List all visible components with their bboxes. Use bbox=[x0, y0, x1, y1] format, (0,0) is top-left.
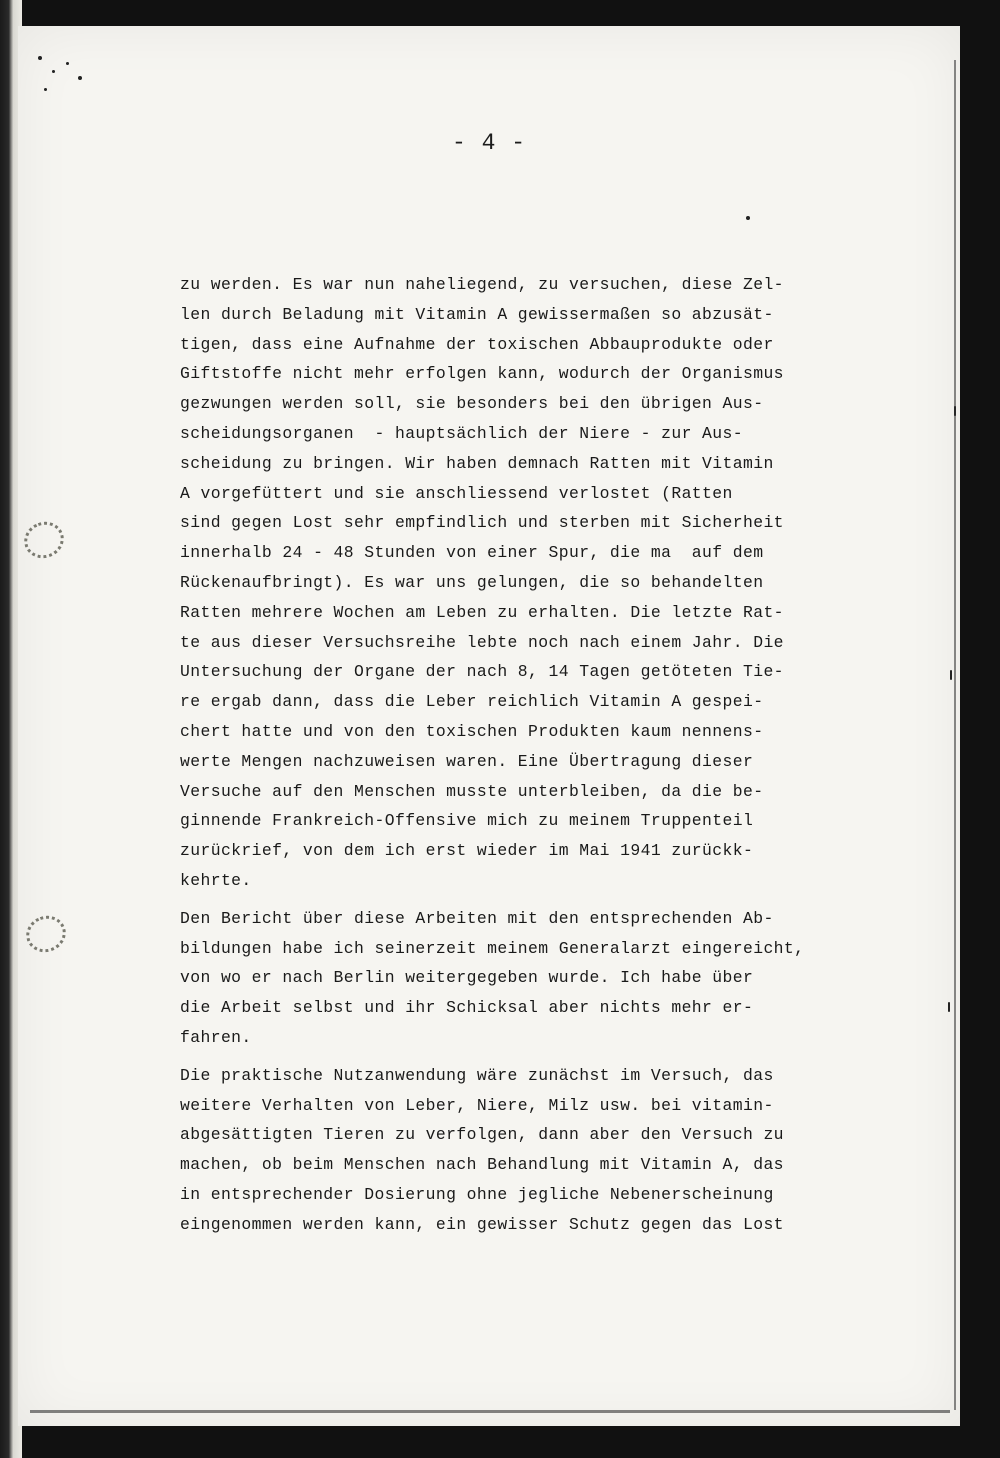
text-line: A vorgefüttert und sie anschliessend verlostet (Ratten bbox=[180, 483, 733, 503]
text-line: von wo er nach Berlin weitergegeben wurde. Ich habe über bbox=[180, 968, 754, 988]
text-line: scheidungsorganen - hauptsächlich der Niere - zur Aus- bbox=[180, 423, 743, 443]
text-line: die Arbeit selbst und ihr Schicksal aber nichts mehr er- bbox=[180, 998, 754, 1018]
text-line: zurückrief, von dem ich erst wieder im Mai 1941 zurückk- bbox=[180, 841, 754, 861]
page-number: - 4 - bbox=[451, 130, 526, 156]
text-line: eingenommen werden kann, ein gewisser Schutz gegen das Lost bbox=[180, 1214, 784, 1234]
text-line: fahren. bbox=[180, 1027, 252, 1047]
paragraph-1 bbox=[180, 270, 920, 896]
text-line: scheidung zu bringen. Wir haben demnach Ratten mit Vitamin bbox=[180, 453, 774, 473]
paragraph-2 bbox=[180, 904, 920, 1053]
text-line: innerhalb 24 - 48 Stunden von einer Spur, die ma auf dem bbox=[180, 543, 764, 563]
text-line: Ratten mehrere Wochen am Leben zu erhalten. Die letzte Rat- bbox=[180, 602, 784, 622]
text-line: werte Mengen nachzuweisen waren. Eine Übertragung dieser bbox=[180, 751, 754, 771]
ink-speck bbox=[52, 70, 55, 73]
text-line: Rückenaufbringt). Es war uns gelungen, die so behandelten bbox=[180, 572, 764, 592]
text-line: gezwungen werden soll, sie besonders bei den übrigen Aus- bbox=[180, 394, 764, 414]
text-line: abgesättigten Tieren zu verfolgen, dann aber den Versuch zu bbox=[180, 1125, 784, 1145]
ink-speck bbox=[38, 56, 42, 60]
text-line: len durch Beladung mit Vitamin A gewissermaßen so abzusät- bbox=[180, 304, 774, 324]
ink-speck bbox=[78, 76, 82, 80]
text-line: Giftstoffe nicht mehr erfolgen kann, wodurch der Organismus bbox=[180, 364, 784, 384]
text-line: Untersuchung der Organe der nach 8, 14 Tagen getöteten Tie- bbox=[180, 662, 784, 682]
ink-speck bbox=[950, 670, 952, 680]
ink-speck bbox=[948, 1002, 950, 1012]
text-line: chert hatte und von den toxischen Produkten kaum nennens- bbox=[180, 721, 764, 741]
typed-text bbox=[180, 270, 920, 1248]
text-line: bildungen habe ich seinerzeit meinem Generalarzt eingereicht, bbox=[180, 938, 805, 958]
text-line: machen, ob beim Menschen nach Behandlung mit Vitamin A, das bbox=[180, 1155, 784, 1175]
text-line: tigen, dass eine Aufnahme der toxischen Abbauprodukte oder bbox=[180, 334, 774, 354]
text-line: re ergab dann, dass die Leber reichlich Vitamin A gespei- bbox=[180, 692, 764, 712]
binding-thread-mark bbox=[19, 516, 69, 564]
paragraph-3 bbox=[180, 1061, 920, 1240]
bottom-edge-line bbox=[30, 1410, 950, 1413]
right-edge-line bbox=[954, 60, 956, 1410]
text-line: zu werden. Es war nun naheliegend, zu versuchen, diese Zel- bbox=[180, 275, 784, 294]
text-line: Versuche auf den Menschen musste unterbleiben, da die be- bbox=[180, 781, 764, 801]
text-line: Die praktische Nutzanwendung wäre zunächst im Versuch, das bbox=[180, 1065, 774, 1085]
binding-thread-mark bbox=[21, 910, 71, 958]
text-line: in entsprechender Dosierung ohne jegliche Nebenerscheinung bbox=[180, 1184, 774, 1204]
ink-speck bbox=[44, 88, 47, 91]
paper-sheet bbox=[18, 26, 960, 1426]
text-line: weitere Verhalten von Leber, Niere, Milz usw. bei vitamin- bbox=[180, 1095, 774, 1115]
text-line: kehrte. bbox=[180, 870, 252, 890]
text-line: sind gegen Lost sehr empfindlich und sterben mit Sicherheit bbox=[180, 513, 784, 533]
text-line: te aus dieser Versuchsreihe lebte noch nach einem Jahr. Die bbox=[180, 632, 784, 652]
text-line: Den Bericht über diese Arbeiten mit den entsprechenden Ab- bbox=[180, 908, 774, 928]
ink-speck bbox=[746, 216, 750, 220]
ink-speck bbox=[66, 62, 69, 65]
text-line: ginnende Frankreich-Offensive mich zu meinem Truppenteil bbox=[180, 811, 754, 831]
